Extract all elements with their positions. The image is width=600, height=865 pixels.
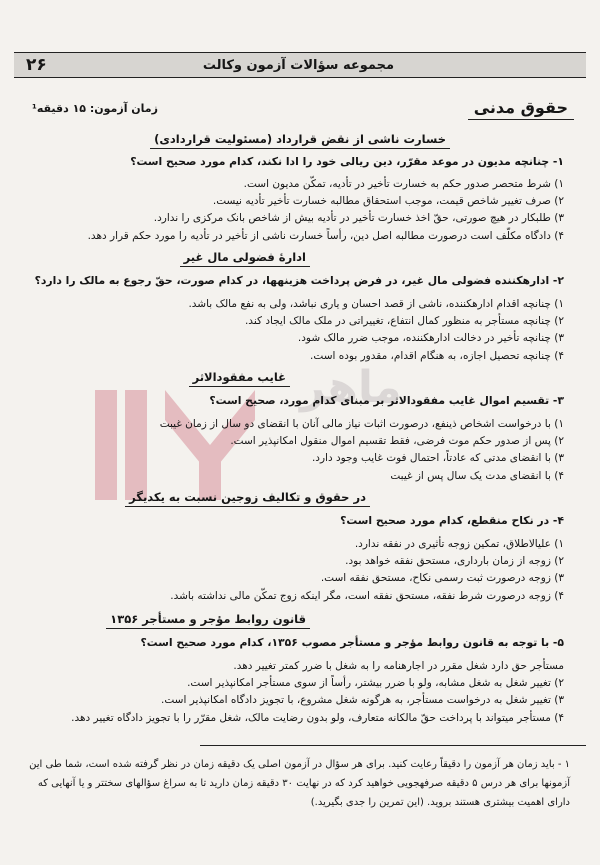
option-item: مستأجر حق دارد شغل مقرر در اجارهنامه را به شغل با ضرر کمتر تغییر دهد. bbox=[233, 660, 564, 672]
option-item: ۴) با انقضای مدت یک سال پس از غیبت bbox=[390, 469, 564, 482]
question-text: ۴- در نکاح منقطع، کدام مورد صحیح است؟ bbox=[340, 514, 564, 527]
question-text: ۱- چنانچه مدیون در موعد مقرّر، دین ریالی خود را ادا نکند، کدام مورد صحیح است؟ bbox=[130, 155, 564, 168]
option-item: ۳) زوجه درصورت ثبت رسمی نکاح، مستحق نفقه است. bbox=[320, 572, 564, 585]
topic-heading: ادارهٔ فضولی مال غیر bbox=[180, 250, 310, 267]
option-item: ۱) با درخواست اشخاص ذینفع، درصورت اثبات نیاز مالی آنان با انقضای دو سال از زمان غیبت bbox=[159, 418, 564, 430]
option-item: ۴) زوجه درصورت شرط نفقه، مستحق نفقه است، مگر اینکه زوج تمکّن مالی نداشته باشد. bbox=[170, 589, 564, 602]
option-item: ۳) طلبکار در هیچ صورتی، حقّ اخذ خسارت تأخیر در تأدیه بیش از شاخص بانک مرکزی را ندارد. bbox=[153, 212, 564, 225]
question-text: ۲- ادارهکننده فضولی مال غیر، در فرض پرداخت هزینهها، در کدام صورت، حقّ رجوع به مالک را دارد؟ bbox=[34, 274, 564, 287]
option-item: ۳) با انقضای مدتی که عادتاً، احتمال فوت غایب وجود دارد. bbox=[311, 452, 564, 465]
option-item: ۴) دادگاه مکلّف است درصورت مطالبه اصل دین، رأساً خسارت ناشی از تأخیر در تأدیه را مورد حکم قرار دهد. bbox=[87, 229, 564, 242]
topic-heading: غایب مفقودالاثر bbox=[189, 370, 290, 387]
question-text: ۳- تقسیم اموال غایب مفقودالاثر بر مبنای کدام مورد، صحیح است؟ bbox=[209, 394, 564, 407]
option-item: ۳) تغییر شغل به درخواست مستأجر، به هرگونه شغل مشروع، با تجویز دادگاه امکانپذیر است. bbox=[161, 694, 564, 707]
option-item: ۲) زوجه از زمان بارداری، مستحق نفقه خواهد بود. bbox=[345, 555, 564, 568]
topic-heading: خسارت ناشی از نقض قرارداد (مسئولیت قراردادی) bbox=[150, 132, 450, 149]
subject-row bbox=[14, 98, 586, 120]
option-item: ۲) صرف تغییر شاخص قیمت، موجب استحقاق مطالبه خسارت تأخیر تأدیه نیست. bbox=[212, 195, 564, 208]
exam-time: زمان آزمون: ۱۵ دقیقه¹ bbox=[32, 102, 158, 115]
option-item: ۱) علیالاطلاق، تمکین زوجه تأثیری در نفقه ندارد. bbox=[354, 538, 564, 550]
topic-heading: در حقوق و تکالیف زوجین نسبت به یکدیگر bbox=[125, 490, 370, 507]
options-list bbox=[28, 296, 564, 365]
page-number: ۲۶ bbox=[26, 55, 47, 75]
footnote-text: ۱ - باید زمان هر آزمون را دقیقاً رعایت کنید. برای هر سؤال در آزمون اصلی یک دقیقه زمان در نظر گرفته شده است، شما طی این آزمونها برای هر درس ۵ دقیقه صرفهجویی خواهید کرد که در نهایت ۳۰ دقیقه زمان دارید تا به سراغ سؤالهای سختتر و یا آنهایی که دارای اهمیت بیشتری هستند بروید. (این تمرین را جدی بگیرید.) bbox=[29, 759, 570, 808]
topic-heading: قانون روابط مؤجر و مستأجر ۱۳۵۶ bbox=[106, 612, 310, 629]
option-item: ۲) تغییر شغل به شغل مشابه، ولو با ضرر بیشتر، رأساً از سوی مستأجر امکانپذیر است. bbox=[187, 677, 564, 690]
option-item: ۲) چنانچه مستأجر به منظور کمال انتفاع، تغییراتی در ملک مالک ایجاد کند. bbox=[244, 315, 564, 328]
option-item: ۴) مستأجر میتواند با پرداخت حقّ مالکانه متعارف، ولو بدون رضایت مالک، شغل مقرّر را با تجویز دادگاه تغییر دهد. bbox=[71, 711, 564, 724]
options-list bbox=[28, 658, 564, 727]
question-text: ۵- با توجه به قانون روابط مؤجر و مستأجر مصوب ۱۳۵۶، کدام مورد صحیح است؟ bbox=[140, 636, 564, 649]
option-item: ۲) پس از صدور حکم موت فرضی، فقط تقسیم اموال منقول امکانپذیر است. bbox=[230, 435, 564, 448]
watermark-text: ماهر bbox=[300, 362, 402, 413]
options-list bbox=[28, 176, 564, 245]
option-item: ۱) شرط متحصر صدور حکم به خسارت تأخیر در تأدیه، تمکّن مدیون است. bbox=[243, 178, 564, 190]
options-list bbox=[28, 416, 564, 485]
option-item: ۳) چنانچه تأخیر در دخالت ادارهکننده، موجب ضرر مالک شود. bbox=[297, 332, 564, 345]
footnote-divider bbox=[200, 745, 586, 746]
options-list bbox=[28, 536, 564, 605]
book-title: مجموعه سؤالات آزمون وکالت bbox=[202, 57, 394, 73]
option-item: ۱) چنانچه اقدام ادارهکننده، ناشی از قصد احسان و یاری نباشد، ولی به نفع مالک باشد. bbox=[188, 298, 564, 310]
option-item: ۴) چنانچه تحصیل اجازه، به هنگام اقدام، مقدور بوده است. bbox=[310, 349, 564, 362]
page-header bbox=[14, 52, 586, 78]
subject-title: حقوق مدنی bbox=[468, 98, 574, 120]
